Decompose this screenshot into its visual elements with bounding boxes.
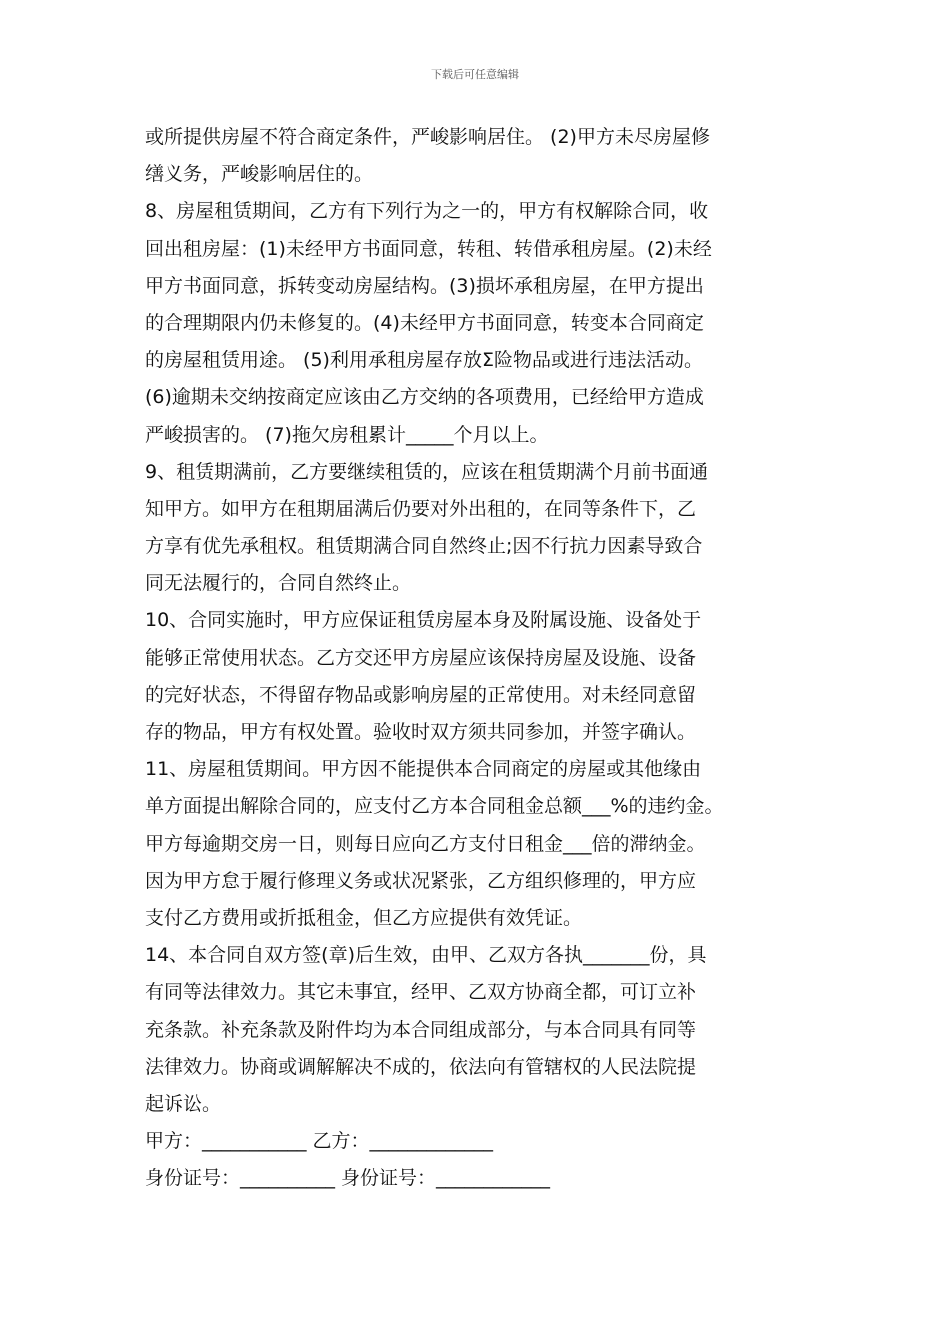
- text-line: 起诉讼。: [145, 1092, 222, 1115]
- text-line: 的房屋租赁用途。 (5)利用承租房屋存放Σ险物品或进行违法活动。: [145, 349, 703, 372]
- text-line: 能够正常使用状态。乙方交还甲方房屋应该保持房屋及设施、设备: [145, 646, 697, 669]
- clause-8-line: 8、房屋租赁期间，乙方有下列行为之一的，甲方有权解除合同，收: [145, 200, 709, 223]
- text-line: 方享有优先承租权。租赁期满合同自然终止;因不行抗力因素导致合: [145, 535, 703, 558]
- id-number-line: 身份证号：__________ 身份证号：____________: [145, 1167, 551, 1190]
- text-line: 甲方书面同意，拆转变动房屋结构。(3)损坏承租房屋，在甲方提出: [145, 274, 704, 297]
- text-line: 知甲方。如甲方在租期届满后仍要对外出租的，在同等条件下，乙: [145, 497, 697, 520]
- page-header-note: 下载后可任意编辑: [431, 68, 519, 81]
- text-line: 缮义务，严峻影响居住的。: [145, 163, 374, 186]
- clause-11-line: 11、房屋租赁期间。甲方因不能提供本合同商定的房屋或其他缘由: [145, 758, 702, 781]
- text-line: 或所提供房屋不符合商定条件，严峻影响居住。 (2)甲方未尽房屋修: [145, 126, 710, 148]
- text-line: 支付乙方费用或折抵租金，但乙方应提供有效凭证。: [145, 906, 583, 929]
- text-line: 存的物品，甲方有权处置。验收时双方须共同参加，并签字确认。: [145, 721, 697, 743]
- text-line: 同无法履行的，合同自然终止。: [145, 572, 412, 595]
- signature-party-line: 甲方：___________ 乙方：_____________: [145, 1130, 494, 1153]
- text-line: 严峻损害的。 (7)拖欠房租累计_____个月以上。: [145, 423, 549, 446]
- text-line: 法律效力。协商或调解解决不成的，依法向有管辖权的人民法院提: [145, 1055, 697, 1078]
- text-line: 有同等法律效力。其它未事宜，经甲、乙双方协商全都，可订立补: [145, 981, 697, 1004]
- text-line: 回出租房屋：(1)未经甲方书面同意，转租、转借承租房屋。(2)未经: [145, 237, 712, 260]
- contract-body: [145, 119, 815, 1197]
- clause-10-line: 10、合同实施时，甲方应保证租赁房屋本身及附属设施、设备处于: [145, 609, 702, 632]
- text-line: 的完好状态，不得留存物品或影响房屋的正常使用。对未经同意留: [145, 683, 697, 706]
- text-line: 充条款。补充条款及附件均为本合同组成部分，与本合同具有同等: [145, 1018, 697, 1041]
- clause-14-line: 14、本合同自双方签(章)后生效，由甲、乙双方各执_______份，具: [145, 944, 707, 967]
- clause-9-line: 9、租赁期满前，乙方要继续租赁的，应该在租赁期满个月前书面通: [145, 460, 709, 483]
- text-line: 的合理期限内仍未修复的。(4)未经甲方书面同意，转变本合同商定: [145, 311, 704, 334]
- text-line: 甲方每逾期交房一日，则每日应向乙方支付日租金___倍的滞纳金。: [145, 832, 706, 855]
- text-line: 因为甲方怠于履行修理义务或状况紧张，乙方组织修理的，甲方应: [145, 869, 697, 892]
- text-line: (6)逾期未交纳按商定应该由乙方交纳的各项费用，已经给甲方造成: [145, 386, 704, 409]
- text-line: 单方面提出解除合同的，应支付乙方本合同租金总额___%的违约金。: [145, 795, 724, 818]
